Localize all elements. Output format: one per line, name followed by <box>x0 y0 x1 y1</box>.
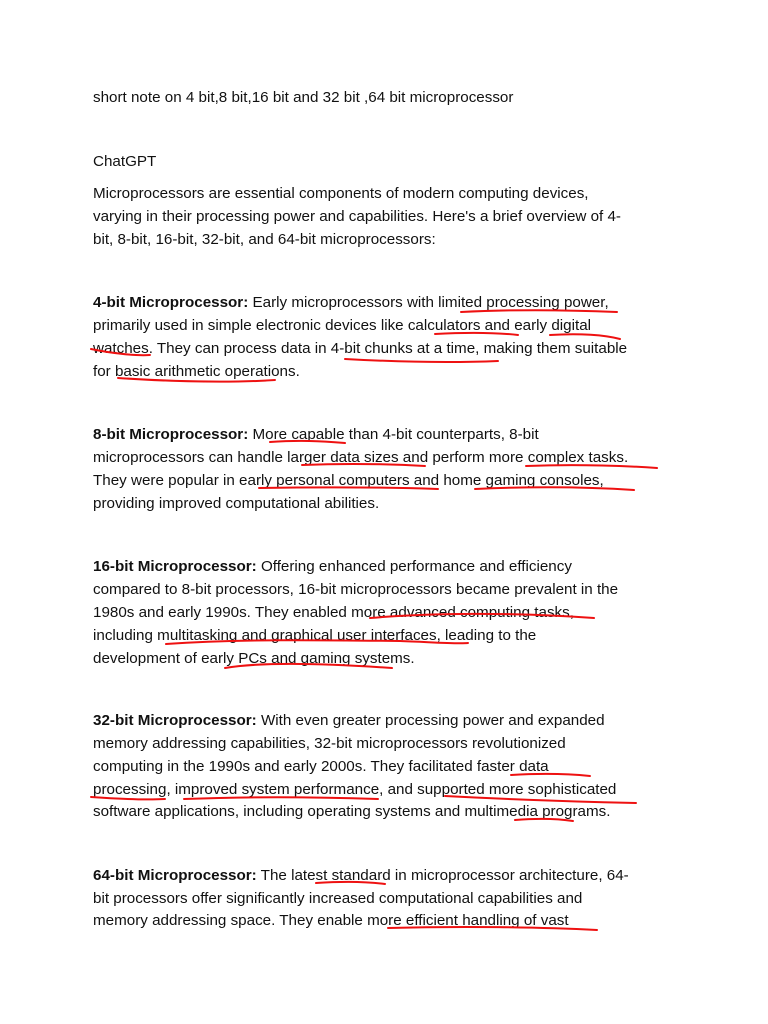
section-4bit-line: for basic arithmetic operations. <box>93 363 300 380</box>
section-4bit-first-line: 4-bit Microprocessor: Early microprocessors with limited processing power, <box>93 294 609 311</box>
section-32bit-line: processing, improved system performance, and supported more sophisticated <box>93 781 617 798</box>
section-16bit-line: compared to 8-bit processors, 16-bit microprocessors became prevalent in the <box>93 581 619 598</box>
section-8bit-line: They were popular in early personal computers and home gaming consoles, <box>93 472 604 489</box>
section-16bit-first-line: 16-bit Microprocessor: Offering enhanced performance and efficiency <box>93 558 572 575</box>
section-32bit-line: memory addressing capabilities, 32-bit microprocessors revolutionized <box>93 735 566 752</box>
intro-line: bit, 8-bit, 16-bit, 32-bit, and 64-bit microprocessors: <box>93 231 436 248</box>
section-16bit-line: including multitasking and graphical user interfaces, leading to the <box>93 627 537 644</box>
intro-line: varying in their processing power and capabilities. Here's a brief overview of 4- <box>93 208 621 225</box>
section-32bit-line: computing in the 1990s and early 2000s. They facilitated faster data <box>93 758 549 775</box>
intro-line: Microprocessors are essential components of modern computing devices, <box>93 185 589 202</box>
underline-mark <box>345 359 498 362</box>
prompt-text: short note on 4 bit,8 bit,16 bit and 32 bit ,64 bit microprocessor <box>93 89 514 106</box>
section-8bit-line: microprocessors can handle larger data sizes and perform more complex tasks. <box>93 449 629 466</box>
section-16bit-line: development of early PCs and gaming systems. <box>93 650 415 667</box>
section-8bit-first-line: 8-bit Microprocessor: More capable than 4-bit counterparts, 8-bit <box>93 426 539 443</box>
section-16bit-heading: 16-bit Microprocessor: <box>93 558 257 575</box>
responder-label: ChatGPT <box>93 153 157 170</box>
section-32bit-heading: 32-bit Microprocessor: <box>93 712 257 729</box>
section-64bit-first-line: 64-bit Microprocessor: The latest standard in microprocessor architecture, 64- <box>93 867 629 884</box>
section-4bit-heading: 4-bit Microprocessor: <box>93 294 249 311</box>
section-16bit-line: 1980s and early 1990s. They enabled more advanced computing tasks, <box>93 604 574 621</box>
section-32bit-line: software applications, including operating systems and multimedia programs. <box>93 803 611 820</box>
section-64bit-line: bit processors offer significantly increased computational capabilities and <box>93 890 583 907</box>
section-64bit-heading: 64-bit Microprocessor: <box>93 867 257 884</box>
section-8bit-line: providing improved computational abilities. <box>93 495 380 512</box>
section-4bit-line: primarily used in simple electronic devices like calculators and early digital <box>93 317 592 334</box>
section-4bit-line: watches. They can process data in 4-bit chunks at a time, making them suitable <box>93 340 628 357</box>
section-8bit-heading: 8-bit Microprocessor: <box>93 426 249 443</box>
section-64bit-line: memory addressing space. They enable more efficient handling of vast <box>93 912 569 929</box>
section-32bit-first-line: 32-bit Microprocessor: With even greater processing power and expanded <box>93 712 605 729</box>
